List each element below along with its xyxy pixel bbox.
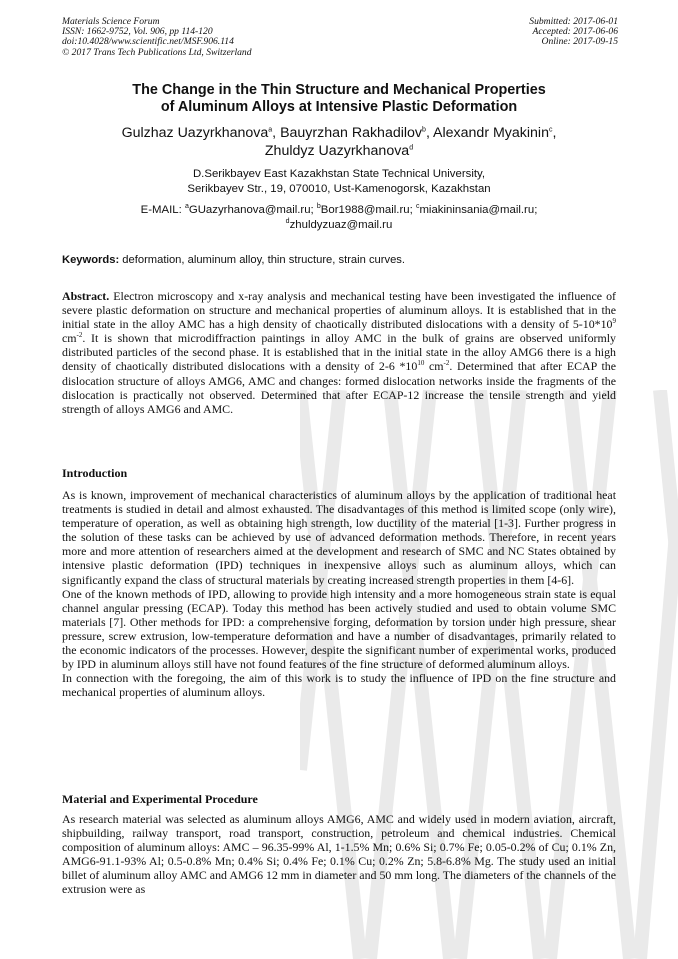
title-line-2: of Aluminum Alloys at Intensive Plastic Deformation [160, 99, 518, 115]
materials-paragraph-1: As research material was selected as aluminum alloys AMG6, AMC and widely used in modern aviation, aircraft, shipbuilding, railway transport, road transport, construction, petroleum and chemical industries. Chemical composition of aluminum alloys: AMC – 96.35-99% Al, 1-1.5% Mn; 0.6% Si; 0.7% Fe; 0.05-0.2% of Cu; 0.1% Zn, AMG6-91.1-93% Al; 0.5-0.8% Mn; 0.4% Si; 0.4% Fe; 0.1% Cu; 0.2% Zn; 5.8-6.8% Mg. The study used an initial billet of aluminum alloy AMC and AMG6 12 mm in diameter and 50 mm long. The diameters of the channels of the extrusion were as [62, 812, 616, 897]
keywords-text: deformation, aluminum alloy, thin structure, strain curves. [119, 254, 406, 266]
author-3: Alexandr Myakinin [433, 125, 549, 141]
author-1: Gulzhaz Uazyrkhanova [121, 125, 269, 141]
journal-issn: ISSN: 1662-9752, Vol. 906, pp 114-120 [62, 26, 213, 38]
email-4[interactable]: zhuldyzuaz@mail.ru [289, 219, 393, 231]
author-list [62, 124, 616, 160]
accepted-date: Accepted: 2017-06-06 [532, 26, 618, 38]
email-list [62, 203, 616, 233]
journal-name: Materials Science Forum [62, 16, 160, 27]
author-separator: , [552, 125, 557, 141]
journal-copyright: © 2017 Trans Tech Publications Ltd, Switzerland [62, 46, 252, 58]
email-3-sup: c [415, 203, 420, 211]
author-1-sup: a [268, 126, 273, 134]
author-separator: , [425, 125, 434, 141]
abstract-sup: 9 [612, 317, 616, 326]
affiliation-line-2: Serikbayev Str., 19, 070010, Ust-Kamenogorsk, Kazakhstan [187, 183, 491, 195]
abstract-sup: -2 [76, 331, 83, 340]
affiliation-line-1: D.Serikbayev East Kazakhstan State Technical University, [192, 168, 486, 180]
submission-dates [378, 17, 618, 48]
author-separator: , [272, 125, 281, 141]
introduction-body [62, 488, 616, 699]
author-3-sup: c [548, 126, 553, 134]
paper-title [62, 82, 616, 116]
abstract-text: . Determined that after ECAP the dislocation structure of alloys AMG6, AMC and changes: formed dislocation networks inside the fragments of the dislocation is practically not observed. Determined that after ECAP-12 increase the tensile strength and yield strength of alloys AMG6 and AMC. [62, 359, 616, 416]
email-1-sup: a [184, 203, 189, 211]
abstract-text: cm [62, 331, 77, 346]
abstract-text: . It is shown that microdiffraction paintings in alloy AMC in the bulk of grains are observed uniformly distributed particles of the second phase. It is established that in the initial state in the alloy AMG6 there is a high density of chaotically distributed dislocations with a density of 2-6 *10 [62, 331, 616, 374]
keywords-label: Keywords: [62, 254, 120, 266]
abstract [62, 289, 616, 416]
email-3[interactable]: miakininsania@mail.ru; [419, 204, 538, 216]
introduction-paragraph-3: In connection with the foregoing, the aim of this work is to study the influence of IPD on the fine structure and mechanical properties of aluminum alloys. [62, 671, 616, 700]
journal-info [62, 17, 362, 58]
email-4-sup: d [285, 218, 290, 226]
email-2-sup: b [316, 203, 321, 211]
introduction-heading: Introduction [62, 466, 128, 480]
journal-doi: doi:10.4028/www.scientific.net/MSF.906.114 [62, 36, 234, 48]
abstract-sup: -2 [443, 359, 450, 368]
author-4: Zhuldyz Uazyrkhanova [264, 143, 410, 159]
introduction-paragraph-1: As is known, improvement of mechanical characteristics of aluminum alloys by the application of traditional heat treatments is studied in detail and almost exhausted. The disadvantages of this method is limited scope (only wire), temperature of operation, as well as obtaining high strength, low ductility of the material [1-3]. Further progress in the solution of these tasks can be achieved by use of advanced deformation methods. Therefore, in recent years more and more attention of researchers aimed at the development and research of SMC and NC States obtained by intensive plastic deformation (IPD) techniques in inexpensive alloys such as aluminum alloys, which can significantly expand the class of structural materials by creating increased strength properties in them [4-6]. [62, 488, 616, 587]
abstract-text: Electron microscopy and x-ray analysis and mechanical testing have been investigated the influence of severe plastic deformation on structure and mechanical properties of aluminum alloys. It is established that in the initial state in the alloy AMC has a high density of chaotically distributed dislocations with a density of 5-10*10 [62, 289, 616, 332]
abstract-text: cm [424, 359, 444, 374]
materials-body [62, 812, 616, 897]
email-label: E-MAIL: [140, 204, 185, 216]
materials-heading: Material and Experimental Procedure [62, 792, 258, 806]
introduction-paragraph-2: One of the known methods of IPD, allowing to provide high intensity and a more homogeneous strain state is equal channel angular pressing (ECAP). Today this method has been actively studied and used to obtain volume SMC materials [7]. Other methods for IPD: a comprehensive forging, deformation by torsion under high pressure, shear pressure, screw extrusion, low-temperature deformation and have a number of disadvantages, primarily related to the economic indicators of the processes. However, despite the significant number of experimental works, produced by IPD in aluminum alloys still have not found features of the fine structure of deformed aluminum alloys. [62, 586, 616, 672]
abstract-label: Abstract. [62, 289, 110, 303]
affiliation [62, 167, 616, 197]
title-line-1: The Change in the Thin Structure and Mechanical Properties [132, 82, 546, 98]
submitted-date: Submitted: 2017-06-01 [529, 16, 618, 27]
author-4-sup: d [409, 144, 414, 152]
online-date: Online: 2017-09-15 [541, 36, 618, 48]
author-2: Bauyrzhan Rakhadilov [280, 125, 423, 141]
abstract-sup: 10 [417, 359, 425, 368]
email-2[interactable]: Bor1988@mail.ru; [320, 204, 416, 216]
keywords [62, 253, 616, 267]
author-2-sup: b [422, 126, 426, 134]
email-1[interactable]: GUazyrhanova@mail.ru; [188, 204, 317, 216]
